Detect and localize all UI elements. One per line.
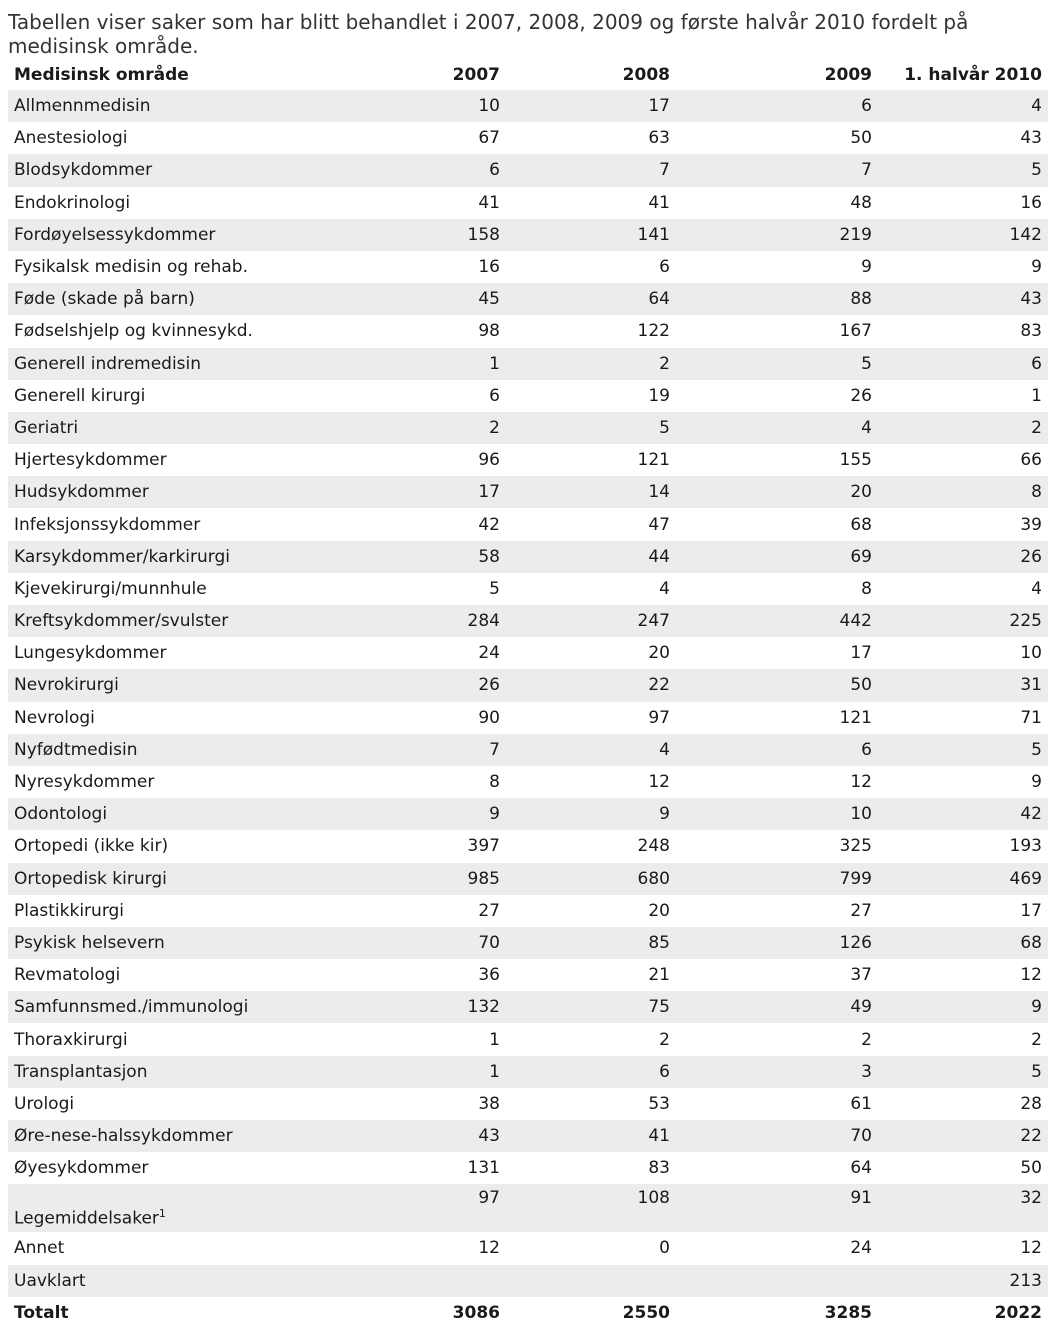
cell-2010-h1: 5 — [878, 1056, 1048, 1088]
table-row — [8, 251, 1048, 283]
row-label: Blodsykdommer — [8, 154, 348, 186]
cell-2009: 37 — [676, 959, 878, 991]
row-label: Totalt — [8, 1297, 348, 1329]
cell-2010-h1: 4 — [878, 90, 1048, 122]
cell-2010-h1: 6 — [878, 348, 1048, 380]
row-label — [8, 1184, 348, 1232]
cell-2007: 67 — [348, 122, 506, 154]
cell-2010-h1: 8 — [878, 476, 1048, 508]
cell-2009: 50 — [676, 669, 878, 701]
cell-2008: 12 — [506, 766, 676, 798]
cell-2010-h1: 22 — [878, 1120, 1048, 1152]
header-area: Medisinsk område — [14, 65, 189, 85]
cell-2007: 27 — [348, 895, 506, 927]
cell-2010-h1: 66 — [878, 444, 1048, 476]
table-row — [8, 605, 1048, 637]
cell-2007: 7 — [348, 734, 506, 766]
row-label: Allmennmedisin — [8, 90, 348, 122]
table-row — [8, 90, 1048, 122]
cell-2010-h1: 50 — [878, 1152, 1048, 1184]
cell-2009: 5 — [676, 348, 878, 380]
cell-2009: 50 — [676, 122, 878, 154]
cell-2008: 0 — [506, 1232, 676, 1264]
table-row — [8, 927, 1048, 959]
table-row — [8, 541, 1048, 573]
table-row — [8, 959, 1048, 991]
row-label: Lungesykdommer — [8, 637, 348, 669]
row-label: Hudsykdommer — [8, 476, 348, 508]
cell-2008: 5 — [506, 412, 676, 444]
cell-2010-h1: 83 — [878, 315, 1048, 347]
row-label: Odontologi — [8, 798, 348, 830]
cell-2008: 47 — [506, 508, 676, 540]
cell-2008: 6 — [506, 1056, 676, 1088]
cell-2008: 2 — [506, 1023, 676, 1055]
cell-2009: 8 — [676, 573, 878, 605]
table-row — [8, 798, 1048, 830]
cell-2007: 985 — [348, 863, 506, 895]
table-row — [8, 122, 1048, 154]
cell-2009: 155 — [676, 444, 878, 476]
table-row — [8, 283, 1048, 315]
row-label: Fysikalsk medisin og rehab. — [8, 251, 348, 283]
cell-2008: 9 — [506, 798, 676, 830]
cell-2008: 141 — [506, 219, 676, 251]
row-label: Ortopedi (ikke kir) — [8, 830, 348, 862]
cell-2008: 248 — [506, 830, 676, 862]
cell-2009: 27 — [676, 895, 878, 927]
cell-2007: 16 — [348, 251, 506, 283]
header-2010-h1: 1. halvår 2010 — [904, 65, 1042, 85]
cell-2008: 17 — [506, 90, 676, 122]
cell-2007: 17 — [348, 476, 506, 508]
table-caption: Tabellen viser saker som har blitt behandlet i 2007, 2008, 2009 og første halvår 2010 fordelt på medisinsk område. — [8, 10, 969, 58]
table-row — [8, 1088, 1048, 1120]
row-label: Anestesiologi — [8, 122, 348, 154]
cell-2009: 20 — [676, 476, 878, 508]
row-label: Infeksjonssykdommer — [8, 508, 348, 540]
cell-2009: 68 — [676, 508, 878, 540]
table-row — [8, 573, 1048, 605]
row-label: Samfunnsmed./immunologi — [8, 991, 348, 1023]
footnote-marker: 1 — [158, 1206, 166, 1220]
cell-2009: 91 — [676, 1184, 878, 1232]
cell-2009: 799 — [676, 863, 878, 895]
cell-2007: 90 — [348, 702, 506, 734]
header-2009: 2009 — [824, 65, 872, 85]
cell-2010-h1: 225 — [878, 605, 1048, 637]
header-2007: 2007 — [452, 65, 500, 85]
cell-2009: 24 — [676, 1232, 878, 1264]
cell-2007: 9 — [348, 798, 506, 830]
table-row — [8, 1023, 1048, 1055]
cell-2010-h1: 213 — [878, 1265, 1048, 1297]
cell-2008: 6 — [506, 251, 676, 283]
cell-2009: 7 — [676, 154, 878, 186]
cell-2010-h1: 68 — [878, 927, 1048, 959]
cell-2007: 3086 — [348, 1297, 506, 1329]
table-row — [8, 702, 1048, 734]
row-label: Karsykdommer/karkirurgi — [8, 541, 348, 573]
cell-2010-h1: 26 — [878, 541, 1048, 573]
cell-2008: 14 — [506, 476, 676, 508]
cell-2009: 442 — [676, 605, 878, 637]
table-row — [8, 508, 1048, 540]
cell-2009: 10 — [676, 798, 878, 830]
cell-2008: 64 — [506, 283, 676, 315]
row-label: Nevrokirurgi — [8, 669, 348, 701]
row-label: Nevrologi — [8, 702, 348, 734]
table-row — [8, 734, 1048, 766]
cell-2007: 45 — [348, 283, 506, 315]
cell-2007: 12 — [348, 1232, 506, 1264]
row-label: Øyesykdommer — [8, 1152, 348, 1184]
cell-2007: 36 — [348, 959, 506, 991]
cell-2008: 20 — [506, 895, 676, 927]
cell-2009: 26 — [676, 380, 878, 412]
cell-2009: 17 — [676, 637, 878, 669]
cell-2009: 3285 — [676, 1297, 878, 1329]
row-label: Kjevekirurgi/munnhule — [8, 573, 348, 605]
cell-2010-h1: 2022 — [878, 1297, 1048, 1329]
table-row — [8, 895, 1048, 927]
cell-2010-h1: 12 — [878, 959, 1048, 991]
table-header-row — [8, 60, 1048, 90]
cell-2007: 24 — [348, 637, 506, 669]
cell-2008: 41 — [506, 187, 676, 219]
table-row-total — [8, 1297, 1048, 1329]
cell-2010-h1: 28 — [878, 1088, 1048, 1120]
row-label: Revmatologi — [8, 959, 348, 991]
cell-2008: 2 — [506, 348, 676, 380]
cell-2010-h1: 9 — [878, 766, 1048, 798]
header-2008: 2008 — [622, 65, 670, 85]
row-label: Øre-nese-halssykdommer — [8, 1120, 348, 1152]
cell-2007: 96 — [348, 444, 506, 476]
legemiddel-label: Legemiddelsaker — [14, 1208, 159, 1229]
row-label: Fordøyelsessykdommer — [8, 219, 348, 251]
cell-2007: 397 — [348, 830, 506, 862]
cell-2010-h1: 12 — [878, 1232, 1048, 1264]
cell-2007: 132 — [348, 991, 506, 1023]
table-row — [8, 348, 1048, 380]
cell-2010-h1: 9 — [878, 991, 1048, 1023]
table-row — [8, 830, 1048, 862]
cell-2010-h1: 31 — [878, 669, 1048, 701]
cell-2009: 69 — [676, 541, 878, 573]
cell-2007: 1 — [348, 1056, 506, 1088]
table-row — [8, 1056, 1048, 1088]
cell-2008: 122 — [506, 315, 676, 347]
cell-2008: 4 — [506, 734, 676, 766]
cell-2008: 21 — [506, 959, 676, 991]
table-row — [8, 444, 1048, 476]
cell-2009 — [676, 1265, 878, 1297]
cell-2010-h1: 17 — [878, 895, 1048, 927]
cell-2010-h1: 5 — [878, 734, 1048, 766]
row-label: Transplantasjon — [8, 1056, 348, 1088]
cell-2007: 5 — [348, 573, 506, 605]
cell-2010-h1: 193 — [878, 830, 1048, 862]
cell-2010-h1: 9 — [878, 251, 1048, 283]
cell-2009: 2 — [676, 1023, 878, 1055]
table-row — [8, 219, 1048, 251]
table-row — [8, 669, 1048, 701]
cell-2009: 167 — [676, 315, 878, 347]
cell-2009: 12 — [676, 766, 878, 798]
cell-2008: 75 — [506, 991, 676, 1023]
cell-2008: 121 — [506, 444, 676, 476]
cell-2007: 42 — [348, 508, 506, 540]
cell-2008: 63 — [506, 122, 676, 154]
cell-2009: 6 — [676, 90, 878, 122]
cell-2007: 131 — [348, 1152, 506, 1184]
row-label: Ortopedisk kirurgi — [8, 863, 348, 895]
cell-2008: 108 — [506, 1184, 676, 1232]
cell-2007: 1 — [348, 1023, 506, 1055]
cell-2008: 44 — [506, 541, 676, 573]
cell-2007 — [348, 1265, 506, 1297]
cell-2009: 126 — [676, 927, 878, 959]
cell-2010-h1: 2 — [878, 412, 1048, 444]
cases-table — [8, 60, 1048, 1329]
cell-2008: 2550 — [506, 1297, 676, 1329]
cell-2010-h1: 2 — [878, 1023, 1048, 1055]
cell-2009: 61 — [676, 1088, 878, 1120]
cell-2008: 22 — [506, 669, 676, 701]
cell-2008: 7 — [506, 154, 676, 186]
cell-2008: 4 — [506, 573, 676, 605]
cell-2007: 1 — [348, 348, 506, 380]
cell-2007: 97 — [348, 1184, 506, 1232]
row-label: Uavklart — [8, 1265, 348, 1297]
cell-2010-h1: 43 — [878, 122, 1048, 154]
cell-2008: 247 — [506, 605, 676, 637]
row-label: Fødselshjelp og kvinnesykd. — [8, 315, 348, 347]
cell-2009: 219 — [676, 219, 878, 251]
table-row — [8, 380, 1048, 412]
cell-2009: 325 — [676, 830, 878, 862]
cell-2010-h1: 43 — [878, 283, 1048, 315]
cell-2010-h1: 42 — [878, 798, 1048, 830]
cell-2009: 6 — [676, 734, 878, 766]
cell-2010-h1: 469 — [878, 863, 1048, 895]
cell-2010-h1: 1 — [878, 380, 1048, 412]
table-body — [8, 90, 1048, 1329]
cell-2007: 41 — [348, 187, 506, 219]
cell-2009: 70 — [676, 1120, 878, 1152]
table-row — [8, 154, 1048, 186]
row-label: Føde (skade på barn) — [8, 283, 348, 315]
cell-2009: 49 — [676, 991, 878, 1023]
cell-2007: 10 — [348, 90, 506, 122]
cell-2007: 58 — [348, 541, 506, 573]
cell-2009: 88 — [676, 283, 878, 315]
row-label: Psykisk helsevern — [8, 927, 348, 959]
cell-2008: 19 — [506, 380, 676, 412]
cell-2010-h1: 39 — [878, 508, 1048, 540]
table-row — [8, 766, 1048, 798]
cell-2010-h1: 4 — [878, 573, 1048, 605]
row-label: Nyfødtmedisin — [8, 734, 348, 766]
cell-2008: 20 — [506, 637, 676, 669]
cell-2009: 3 — [676, 1056, 878, 1088]
cell-2009: 64 — [676, 1152, 878, 1184]
table-row-legemiddel — [8, 1184, 1048, 1232]
table-row — [8, 187, 1048, 219]
cell-2008: 53 — [506, 1088, 676, 1120]
table-row — [8, 476, 1048, 508]
cell-2009: 121 — [676, 702, 878, 734]
cell-2007: 8 — [348, 766, 506, 798]
cell-2010-h1: 32 — [878, 1184, 1048, 1232]
row-label: Endokrinologi — [8, 187, 348, 219]
cell-2007: 38 — [348, 1088, 506, 1120]
cell-2007: 70 — [348, 927, 506, 959]
cell-2010-h1: 10 — [878, 637, 1048, 669]
cell-2008: 41 — [506, 1120, 676, 1152]
table-row-uavklart — [8, 1265, 1048, 1297]
cell-2008: 85 — [506, 927, 676, 959]
cell-2007: 98 — [348, 315, 506, 347]
cell-2010-h1: 16 — [878, 187, 1048, 219]
cell-2007: 6 — [348, 154, 506, 186]
cell-2007: 2 — [348, 412, 506, 444]
cell-2009: 48 — [676, 187, 878, 219]
cell-2010-h1: 5 — [878, 154, 1048, 186]
cell-2008 — [506, 1265, 676, 1297]
row-label: Generell indremedisin — [8, 348, 348, 380]
row-label: Thoraxkirurgi — [8, 1023, 348, 1055]
row-label: Geriatri — [8, 412, 348, 444]
row-label: Nyresykdommer — [8, 766, 348, 798]
cell-2009: 4 — [676, 412, 878, 444]
cell-2009: 9 — [676, 251, 878, 283]
table-row — [8, 637, 1048, 669]
cell-2007: 43 — [348, 1120, 506, 1152]
cell-2010-h1: 142 — [878, 219, 1048, 251]
row-label: Hjertesykdommer — [8, 444, 348, 476]
row-label: Kreftsykdommer/svulster — [8, 605, 348, 637]
row-label: Annet — [8, 1232, 348, 1264]
table-row-annet — [8, 1232, 1048, 1264]
row-label: Plastikkirurgi — [8, 895, 348, 927]
cell-2008: 83 — [506, 1152, 676, 1184]
cell-2007: 284 — [348, 605, 506, 637]
cell-2010-h1: 71 — [878, 702, 1048, 734]
row-label: Generell kirurgi — [8, 380, 348, 412]
cell-2007: 26 — [348, 669, 506, 701]
cell-2008: 680 — [506, 863, 676, 895]
cell-2008: 97 — [506, 702, 676, 734]
row-label: Urologi — [8, 1088, 348, 1120]
table-row — [8, 412, 1048, 444]
table-row — [8, 315, 1048, 347]
table-row — [8, 991, 1048, 1023]
cell-2007: 158 — [348, 219, 506, 251]
table-row — [8, 863, 1048, 895]
table-row — [8, 1152, 1048, 1184]
table-row — [8, 1120, 1048, 1152]
cell-2007: 6 — [348, 380, 506, 412]
